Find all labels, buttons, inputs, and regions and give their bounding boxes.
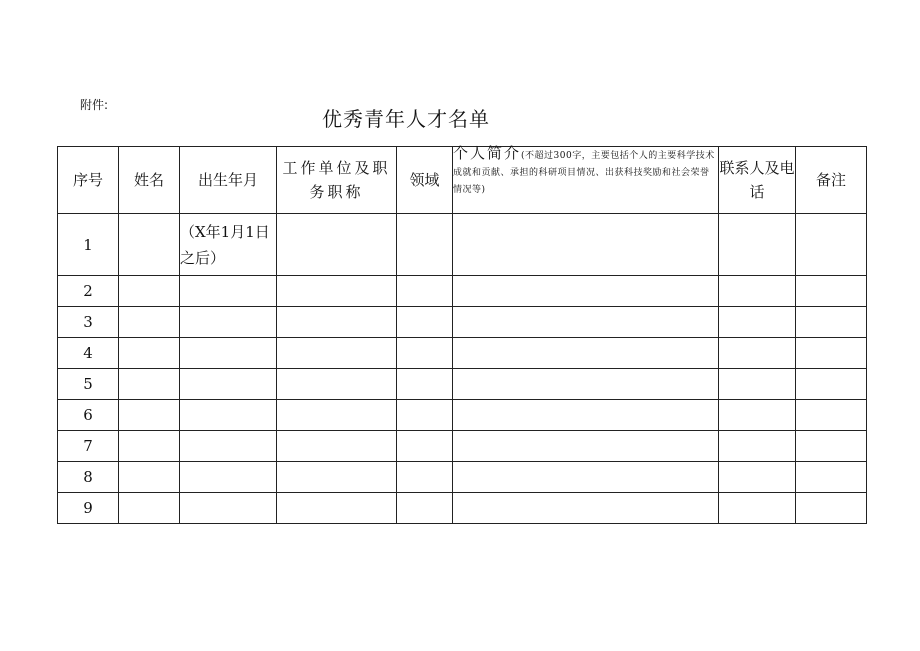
- row-unit-cell: [277, 307, 397, 338]
- row-birth-cell: [180, 400, 277, 431]
- row-birth-cell: （X年1月1日之后）: [180, 214, 277, 276]
- table-row: [58, 400, 867, 431]
- row-intro-cell: [453, 338, 719, 369]
- row-birth-cell: [180, 369, 277, 400]
- row-unit-cell: [277, 276, 397, 307]
- attachment-label: 附件:: [80, 98, 109, 112]
- row-name-cell: [119, 214, 180, 276]
- row-field-cell: [397, 338, 453, 369]
- table-row: [58, 431, 867, 462]
- table-row: [58, 214, 867, 276]
- table-row: [58, 338, 867, 369]
- row-remark-cell: [796, 276, 867, 307]
- row-field-cell: [397, 307, 453, 338]
- row-name-cell: [119, 431, 180, 462]
- row-name-cell: [119, 276, 180, 307]
- table-row: [58, 307, 867, 338]
- row-seq: 3: [58, 307, 119, 338]
- header-contact: 联系人及电话: [719, 147, 796, 214]
- header-birth: 出生年月: [180, 147, 277, 214]
- row-seq: 7: [58, 431, 119, 462]
- row-birth-cell: [180, 431, 277, 462]
- document-title: 优秀青年人才名单: [322, 107, 490, 131]
- table-row: [58, 369, 867, 400]
- row-birth-cell: [180, 338, 277, 369]
- row-intro-cell: [453, 276, 719, 307]
- row-name-cell: [119, 369, 180, 400]
- row-name-cell: [119, 493, 180, 524]
- table-row: [58, 462, 867, 493]
- row-field-cell: [397, 369, 453, 400]
- header-seq: 序号: [58, 147, 119, 214]
- row-contact-cell: [719, 462, 796, 493]
- row-intro-cell: [453, 493, 719, 524]
- row-remark-cell: [796, 493, 867, 524]
- header-intro-note: (不超过300字，主要包括个人的主要科学技术成就和贡献、承担的科研项目情况、出获科技奖励和社会荣誉情况等): [453, 151, 715, 195]
- row-remark-cell: [796, 214, 867, 276]
- row-field-cell: [397, 276, 453, 307]
- row-seq: 2: [58, 276, 119, 307]
- row-contact-cell: [719, 400, 796, 431]
- row-intro-cell: [453, 369, 719, 400]
- row-seq: 4: [58, 338, 119, 369]
- row-birth-cell: [180, 493, 277, 524]
- row-contact-cell: [719, 214, 796, 276]
- row-remark-cell: [796, 400, 867, 431]
- row-remark-cell: [796, 462, 867, 493]
- header-name: 姓名: [119, 147, 180, 214]
- table-row: [58, 493, 867, 524]
- row-field-cell: [397, 214, 453, 276]
- row-field-cell: [397, 493, 453, 524]
- row-remark-cell: [796, 338, 867, 369]
- row-name-cell: [119, 462, 180, 493]
- header-field: 领域: [397, 147, 453, 214]
- row-seq: 5: [58, 369, 119, 400]
- row-seq: 1: [58, 214, 119, 276]
- row-contact-cell: [719, 276, 796, 307]
- header-intro-lead: 个人简介: [453, 144, 522, 162]
- row-contact-cell: [719, 493, 796, 524]
- table-row: [58, 276, 867, 307]
- row-contact-cell: [719, 307, 796, 338]
- row-field-cell: [397, 431, 453, 462]
- row-unit-cell: [277, 493, 397, 524]
- row-unit-cell: [277, 400, 397, 431]
- row-unit-cell: [277, 338, 397, 369]
- row-intro-cell: [453, 462, 719, 493]
- row-unit-cell: [277, 214, 397, 276]
- row-contact-cell: [719, 431, 796, 462]
- header-unit: 工作单位及职务职称: [277, 147, 397, 214]
- row-name-cell: [119, 338, 180, 369]
- row-intro-cell: [453, 431, 719, 462]
- row-remark-cell: [796, 369, 867, 400]
- row-name-cell: [119, 307, 180, 338]
- row-unit-cell: [277, 462, 397, 493]
- talent-roster-table: [57, 146, 867, 524]
- row-remark-cell: [796, 431, 867, 462]
- row-seq: 8: [58, 462, 119, 493]
- row-birth-cell: [180, 307, 277, 338]
- row-seq: 9: [58, 493, 119, 524]
- header-intro: [453, 144, 719, 214]
- row-intro-cell: [453, 400, 719, 431]
- row-unit-cell: [277, 431, 397, 462]
- row-contact-cell: [719, 338, 796, 369]
- row-unit-cell: [277, 369, 397, 400]
- row-birth-cell: [180, 462, 277, 493]
- row-remark-cell: [796, 307, 867, 338]
- row-intro-cell: [453, 307, 719, 338]
- row-field-cell: [397, 462, 453, 493]
- row-name-cell: [119, 400, 180, 431]
- row-intro-cell: [453, 214, 719, 276]
- row-contact-cell: [719, 369, 796, 400]
- header-row: [58, 147, 867, 214]
- row-seq: 6: [58, 400, 119, 431]
- header-remark: 备注: [796, 147, 867, 214]
- row-field-cell: [397, 400, 453, 431]
- row-birth-cell: [180, 276, 277, 307]
